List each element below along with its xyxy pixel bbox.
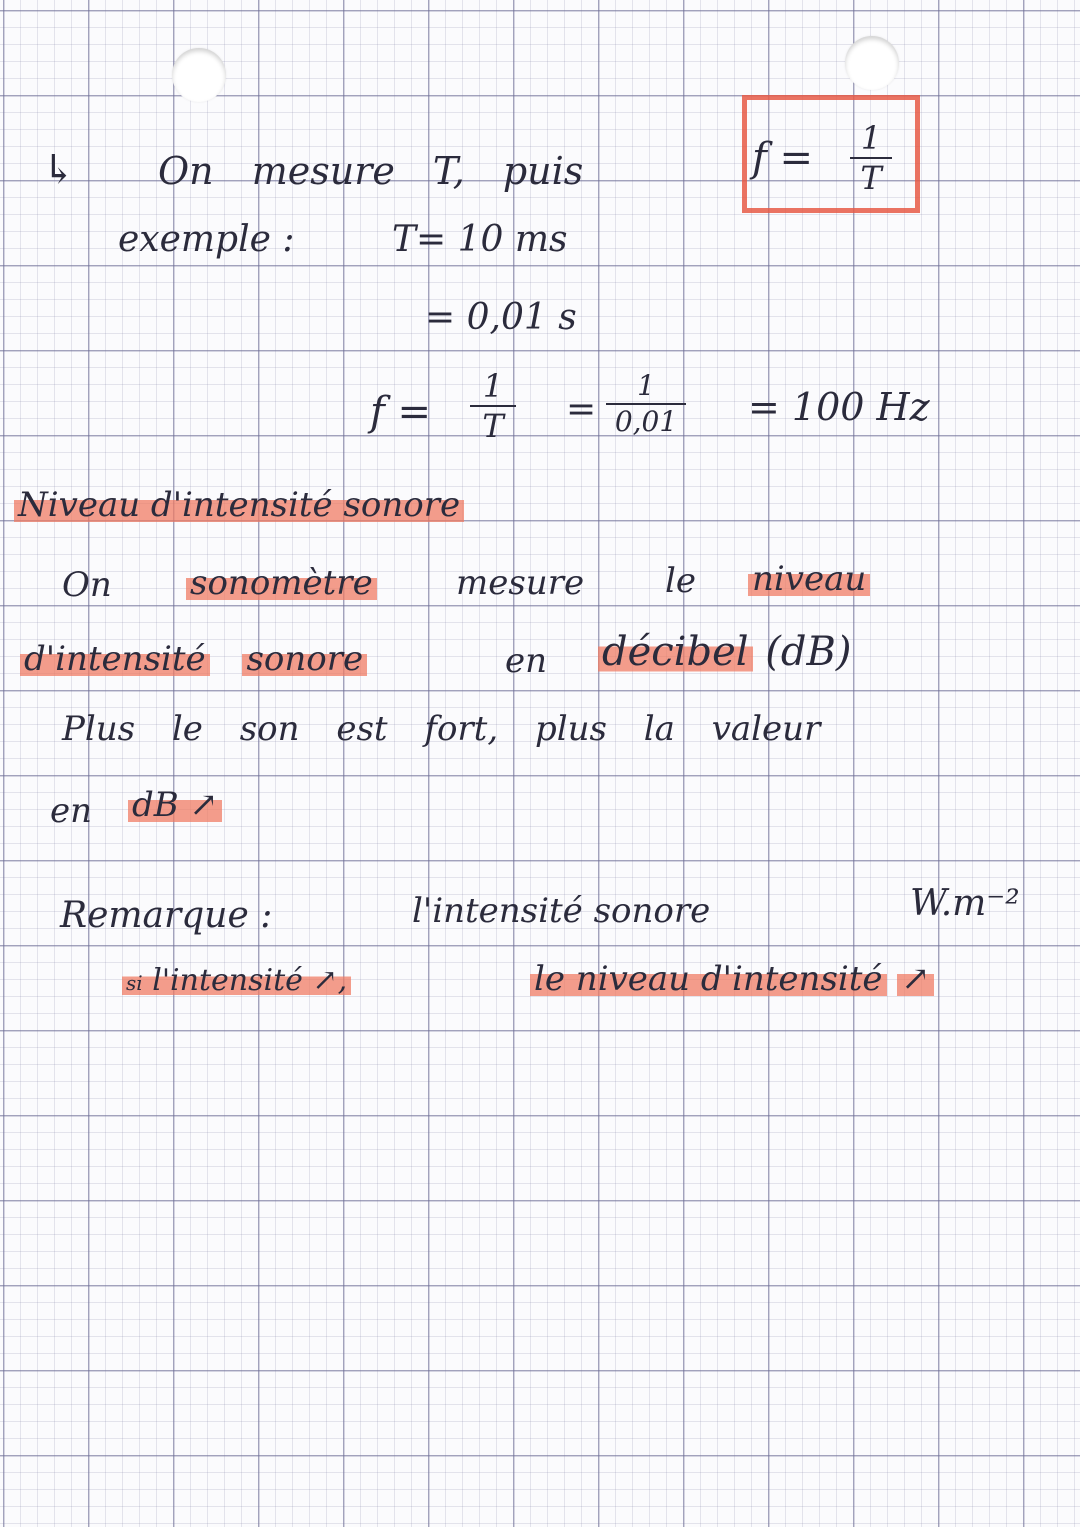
niveau-text: niveau: [748, 559, 870, 599]
binder-hole-right: [845, 36, 899, 90]
intensite-small-text: l'intensité: [152, 963, 303, 998]
calc-fraction-2-num: 1: [637, 369, 655, 402]
up-arrow-icon: ↗,: [312, 963, 348, 998]
arrow-icon: ↳: [42, 147, 76, 193]
calc-equals: =: [566, 389, 597, 430]
para3-line: Plus le son est fort, plus la valeur: [62, 709, 821, 749]
formula-numerator: 1: [860, 119, 882, 157]
calc-f-lhs: f =: [370, 389, 432, 435]
si-text: si: [126, 971, 143, 995]
para2-intensite-sonore: [20, 639, 367, 679]
para1-mesure: mesure: [456, 563, 585, 603]
calc-fraction-1-den: T: [482, 407, 504, 445]
calc-fraction-2-den: 0,01: [614, 405, 678, 438]
db-increase-text: dB ↗: [128, 785, 222, 825]
up-arrow-icon: ↗: [897, 959, 934, 999]
formula-denominator: T: [860, 159, 882, 197]
para2-decibel: [598, 629, 852, 675]
binder-hole-left: [172, 48, 226, 102]
remark-unit: W.m⁻²: [910, 883, 1020, 924]
para1-word-on: On: [62, 565, 112, 605]
remark-text: l'intensité sonore: [412, 891, 711, 931]
si-intensite-highlight: [122, 963, 351, 998]
db-unit: (dB): [765, 629, 852, 675]
calc-fraction-1-num: 1: [482, 367, 504, 405]
para2-en: en: [505, 641, 548, 681]
para1-niveau: [748, 559, 870, 599]
calc-seconds: = 0,01 s: [425, 297, 577, 338]
remark2-si-intensite: [122, 963, 351, 998]
example-label: exemple :: [118, 219, 295, 260]
calc-fraction-2: [606, 369, 686, 438]
remark2-niveau: [530, 959, 934, 999]
calc-period: T= 10 ms: [392, 219, 568, 260]
formula-lhs: f =: [752, 135, 814, 181]
calc-fraction-1: [470, 367, 516, 445]
para4-en: en: [50, 791, 93, 831]
remark-label: Remarque :: [60, 895, 273, 936]
para1-sonometre: [186, 563, 377, 603]
section-title-text: Niveau d'intensité sonore: [14, 485, 464, 525]
calc-result: = 100 Hz: [748, 385, 930, 429]
formula-fraction: [850, 119, 892, 197]
para1-le: le: [665, 561, 696, 601]
niveau-intensite-text: le niveau d'intensité: [530, 959, 887, 999]
para4-db-increase: [128, 785, 222, 825]
sonore-text: sonore: [242, 639, 367, 679]
intro-line: On mesure T, puis: [158, 149, 584, 193]
section-title: [14, 485, 464, 525]
intensite-text: d'intensité: [20, 639, 210, 679]
sonometre-text: sonomètre: [186, 563, 377, 603]
decibel-text: décibel: [598, 629, 753, 675]
